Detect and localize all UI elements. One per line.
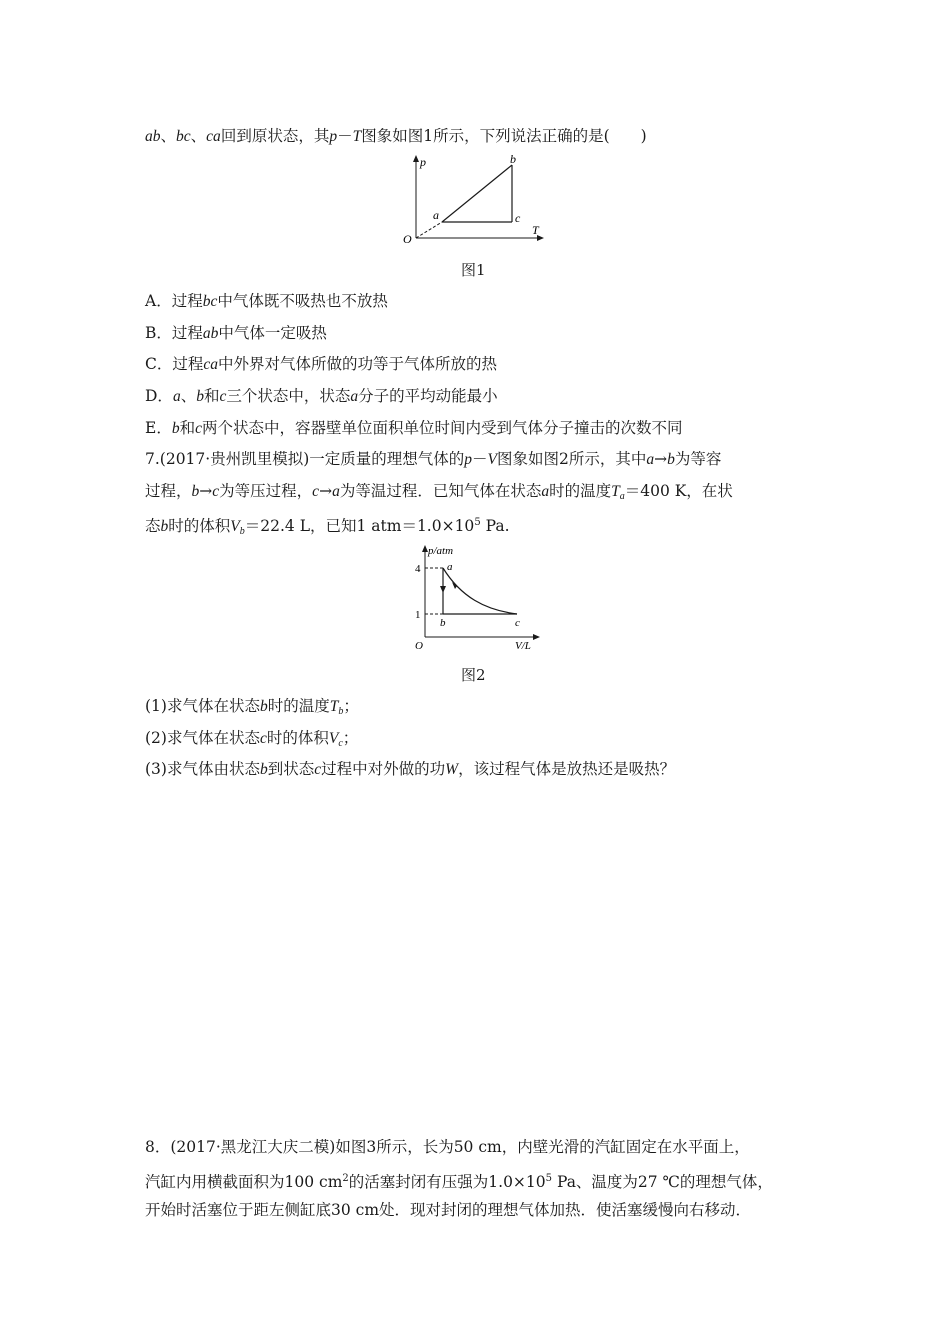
state-c-label: c [515, 211, 521, 225]
q8-text: Pa、温度为27 ℃的理想气体， [552, 1173, 773, 1191]
axis-t-label: T [532, 223, 539, 237]
dash: － [337, 127, 353, 145]
subscript: c [338, 738, 343, 749]
state-var: c [259, 730, 267, 747]
var-V: V [487, 451, 497, 468]
q7-text: 为等温过程．已知气体在状态 [339, 482, 542, 500]
process-ab-arrow [440, 586, 446, 593]
state-var: a [646, 451, 655, 468]
option-prefix: C．过程 [145, 355, 204, 373]
state-var: c [212, 483, 220, 500]
origin-label: O [403, 232, 412, 244]
separator: 和 [179, 419, 196, 437]
var-T: T [329, 698, 339, 715]
arrow: → [319, 482, 333, 500]
state-b-label: b [440, 617, 446, 629]
process-var: ab [202, 325, 219, 342]
figure-1-caption: 图1 [461, 261, 486, 279]
axis-v-label: V/L [515, 640, 531, 652]
process-ab [442, 165, 512, 222]
state-var: c [195, 420, 202, 437]
origin-label: O [415, 640, 423, 652]
option-text: 三个状态中，状态 [226, 387, 351, 405]
figure-1-pt-diagram [400, 152, 550, 244]
option-prefix: E． [145, 419, 172, 437]
state-var: a [541, 483, 550, 500]
superscript: 2 [342, 1173, 349, 1184]
axis-p-label: p/atm [428, 545, 454, 557]
q7-text: (1)求气体在状态 [145, 697, 260, 715]
q7-line-3 [145, 512, 510, 543]
var-T: T [611, 483, 620, 500]
subscript: b [239, 526, 245, 537]
tick-1-label: 1 [415, 609, 421, 621]
tick-4-label: 4 [415, 563, 421, 575]
process-ca [443, 568, 517, 614]
q8-line-1: 8．(2017·黑龙江大庆二模)如图3所示，长为50 cm，内壁光滑的汽缸固定在水平面上， [145, 1138, 750, 1156]
q7-sub-3 [145, 758, 675, 781]
q7-text: ，该过程气体是放热还是吸热？ [458, 760, 676, 778]
subscript: a [619, 491, 625, 502]
var-V: V [328, 730, 339, 747]
state-var: b [259, 698, 268, 715]
q7-text: 时的体积 [168, 517, 231, 535]
q7-line-2 [145, 480, 733, 508]
q7-text: 时的温度 [549, 482, 612, 500]
q8-line-3: 开始时活塞位于距左侧缸底30 cm处．现对封闭的理想气体加热．使活塞缓慢向右移动． [145, 1201, 752, 1219]
option-a [145, 290, 388, 313]
q7-text: 为等容 [674, 450, 722, 468]
option-prefix: D． [145, 387, 173, 405]
var-T: T [352, 128, 362, 145]
q7-sub-2 [145, 727, 358, 755]
state-b-label: b [510, 152, 516, 166]
state-var: b [191, 483, 200, 500]
separator: 、 [160, 127, 177, 145]
arrow: → [199, 482, 213, 500]
option-b [145, 322, 327, 345]
option-text: 分子的平均动能最小 [358, 387, 498, 405]
state-var: a [172, 388, 181, 405]
option-text: 两个状态中，容器壁单位面积单位时间内受到气体分子撞击的次数不同 [201, 419, 683, 437]
option-d [145, 385, 498, 408]
var-W: W [445, 761, 459, 778]
separator: 和 [203, 387, 220, 405]
q6-intro-line [145, 125, 647, 148]
q7-text: 为等压过程， [219, 482, 313, 500]
option-text: 中气体既不吸热也不放热 [217, 292, 388, 310]
intro-text: 图象如图1所示，下列说法正确的是( ) [361, 127, 647, 145]
q7-text: ； [343, 697, 359, 715]
state-label: bc [176, 128, 191, 145]
figure-2-pv-diagram [405, 542, 555, 654]
state-label: ca [206, 128, 221, 145]
state-var: a [350, 388, 359, 405]
q7-text: 图象如图2所示，其中 [497, 450, 647, 468]
superscript: 5 [545, 1173, 553, 1184]
q7-text: Pa. [480, 517, 510, 535]
q8-text: 汽缸内用横截面积为100 cm [145, 1173, 343, 1191]
dash: － [472, 450, 488, 468]
q7-text: 到状态 [267, 760, 315, 778]
q7-text: ； [342, 729, 359, 747]
q7-text: 过程中对外做的功 [321, 760, 446, 778]
q7-text: (2)求气体在状态 [145, 729, 260, 747]
state-var: c [312, 483, 320, 500]
q7-text: 时的温度 [267, 697, 330, 715]
state-var: b [160, 518, 169, 535]
subscript: b [338, 706, 344, 717]
extension-dashed-line [416, 222, 442, 238]
state-var: a [332, 483, 340, 500]
var-p: p [329, 128, 338, 145]
q7-text: (3)求气体由状态 [145, 760, 260, 778]
option-c [145, 353, 497, 376]
q7-text: 7.(2017·贵州凯里模拟)一定质量的理想气体的 [145, 450, 465, 468]
state-var: b [259, 761, 268, 778]
state-var: c [219, 388, 227, 405]
separator: 、 [190, 127, 207, 145]
q7-line-1 [145, 448, 721, 471]
axis-p-label: p [420, 155, 426, 169]
separator: 、 [180, 387, 197, 405]
process-var: ca [203, 356, 219, 373]
state-var: b [171, 420, 180, 437]
state-label: ab [145, 128, 161, 145]
option-prefix: B．过程 [145, 324, 203, 342]
state-var: c [314, 761, 322, 778]
intro-text: 回到原状态，其 [220, 127, 330, 145]
state-var: b [667, 451, 675, 468]
var-p: p [464, 451, 473, 468]
superscript: 5 [474, 517, 481, 528]
q7-text: 态 [145, 517, 161, 535]
state-a-label: a [447, 561, 453, 573]
q7-sub-1 [145, 695, 359, 723]
arrow: → [654, 450, 668, 468]
q8-line-2 [145, 1168, 773, 1193]
option-text: 中外界对气体所做的功等于气体所放的热 [218, 355, 498, 373]
q8-text: 的活塞封闭有压强为1.0×10 [348, 1173, 546, 1191]
q7-text: 时的体积 [266, 729, 329, 747]
q7-text: ＝400 K，在状 [624, 482, 733, 500]
state-var: b [196, 388, 204, 405]
q7-text: ＝22.4 L，已知1 atm＝1.0×10 [244, 517, 475, 535]
state-c-label: c [515, 617, 520, 629]
option-prefix: A．过程 [145, 292, 203, 310]
var-V: V [230, 518, 240, 535]
process-var: bc [202, 293, 218, 310]
q7-text: 过程， [145, 482, 192, 500]
figure-2-caption: 图2 [461, 666, 486, 684]
option-e [145, 417, 683, 440]
option-text: 中气体一定吸热 [218, 324, 327, 342]
state-a-label: a [433, 208, 439, 222]
